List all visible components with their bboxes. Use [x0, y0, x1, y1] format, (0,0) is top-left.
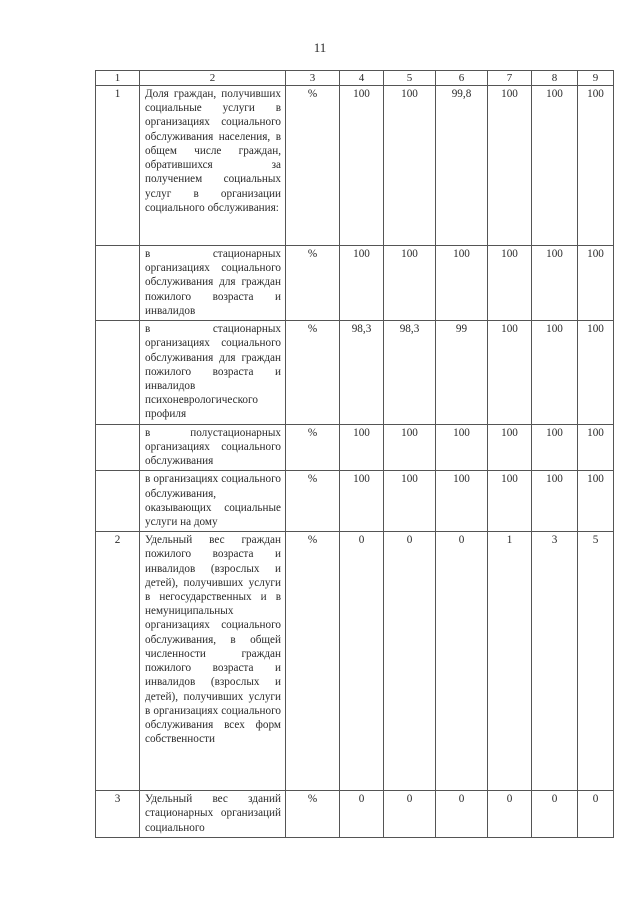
row-unit: %: [286, 471, 340, 532]
row-value: 100: [532, 246, 578, 321]
row-value: 100: [532, 424, 578, 471]
column-header: 9: [578, 71, 614, 86]
row-value: 100: [532, 471, 578, 532]
column-header: 5: [384, 71, 436, 86]
table-row: [96, 424, 614, 471]
row-number: [96, 424, 140, 471]
row-value: 100: [578, 246, 614, 321]
row-unit: %: [286, 321, 340, 425]
row-value: 0: [488, 791, 532, 838]
row-value: 100: [488, 246, 532, 321]
row-value: 100: [578, 424, 614, 471]
column-header: 3: [286, 71, 340, 86]
column-header: 4: [340, 71, 384, 86]
row-value: 0: [340, 791, 384, 838]
column-header: 1: [96, 71, 140, 86]
row-number: [96, 321, 140, 425]
row-unit: %: [286, 246, 340, 321]
row-value: 0: [436, 532, 488, 791]
row-value: 98,3: [340, 321, 384, 425]
row-unit: %: [286, 532, 340, 791]
row-value: 100: [578, 471, 614, 532]
row-value: 100: [488, 86, 532, 246]
row-value: 0: [340, 532, 384, 791]
table-row: [96, 471, 614, 532]
row-description: в организациях социального обслуживания, оказывающих социальные услуги на дому: [140, 471, 286, 532]
row-value: 100: [488, 471, 532, 532]
row-value: 100: [578, 86, 614, 246]
row-number: 2: [96, 532, 140, 791]
row-value: 100: [436, 471, 488, 532]
column-header: 6: [436, 71, 488, 86]
row-value: 100: [340, 246, 384, 321]
row-value: 0: [436, 791, 488, 838]
row-value: 100: [436, 424, 488, 471]
row-description: в полустационарных организациях социального обслуживания: [140, 424, 286, 471]
table-row: [96, 791, 614, 838]
table-header-row: [96, 71, 614, 86]
row-value: 100: [488, 321, 532, 425]
row-value: 100: [384, 424, 436, 471]
row-value: 100: [578, 321, 614, 425]
row-value: 100: [340, 86, 384, 246]
row-unit: %: [286, 86, 340, 246]
row-value: 100: [488, 424, 532, 471]
row-description: Удельный вес граждан пожилого возраста и инвалидов (взрослых и детей), получивших услуги в негосударственных и в немуниципальных организациях социального обслуживания, в общей численности граждан пожилого возраста и инвалидов (взрослых и детей), получивших услуги в организациях социального обслуживания всех форм собственности: [140, 532, 286, 791]
row-value: 99,8: [436, 86, 488, 246]
row-value: 100: [384, 86, 436, 246]
row-value: 1: [488, 532, 532, 791]
row-number: 3: [96, 791, 140, 838]
row-value: 3: [532, 532, 578, 791]
row-value: 0: [532, 791, 578, 838]
row-value: 100: [340, 471, 384, 532]
row-description: Доля граждан, получивших социальные услуги в организациях социального обслуживания населения, в общем числе граждан, обратившихся за получением социальных услуг в организации социального обслуживания:: [140, 86, 286, 246]
column-header: 8: [532, 71, 578, 86]
row-unit: %: [286, 791, 340, 838]
table-row: [96, 86, 614, 246]
row-value: 0: [384, 791, 436, 838]
row-description: Удельный вес зданий стационарных организаций социального: [140, 791, 286, 838]
row-value: 0: [384, 532, 436, 791]
row-number: 1: [96, 86, 140, 246]
row-value: 100: [384, 471, 436, 532]
row-number: [96, 471, 140, 532]
row-value: 5: [578, 532, 614, 791]
row-number: [96, 246, 140, 321]
row-value: 100: [384, 246, 436, 321]
row-value: 0: [578, 791, 614, 838]
row-value: 100: [436, 246, 488, 321]
row-description: в стационарных организациях социального обслуживания для граждан пожилого возраста и инвалидов психоневрологического профиля: [140, 321, 286, 425]
row-description: в стационарных организациях социального обслуживания для граждан пожилого возраста и инвалидов: [140, 246, 286, 321]
row-value: 99: [436, 321, 488, 425]
indicators-table: [95, 70, 614, 838]
row-value: 100: [532, 86, 578, 246]
table-row: [96, 321, 614, 425]
table-row: [96, 246, 614, 321]
column-header: 7: [488, 71, 532, 86]
column-header: 2: [140, 71, 286, 86]
page-number: 11: [313, 40, 327, 55]
row-value: 100: [340, 424, 384, 471]
row-unit: %: [286, 424, 340, 471]
table-row: [96, 532, 614, 791]
row-value: 100: [532, 321, 578, 425]
row-value: 98,3: [384, 321, 436, 425]
